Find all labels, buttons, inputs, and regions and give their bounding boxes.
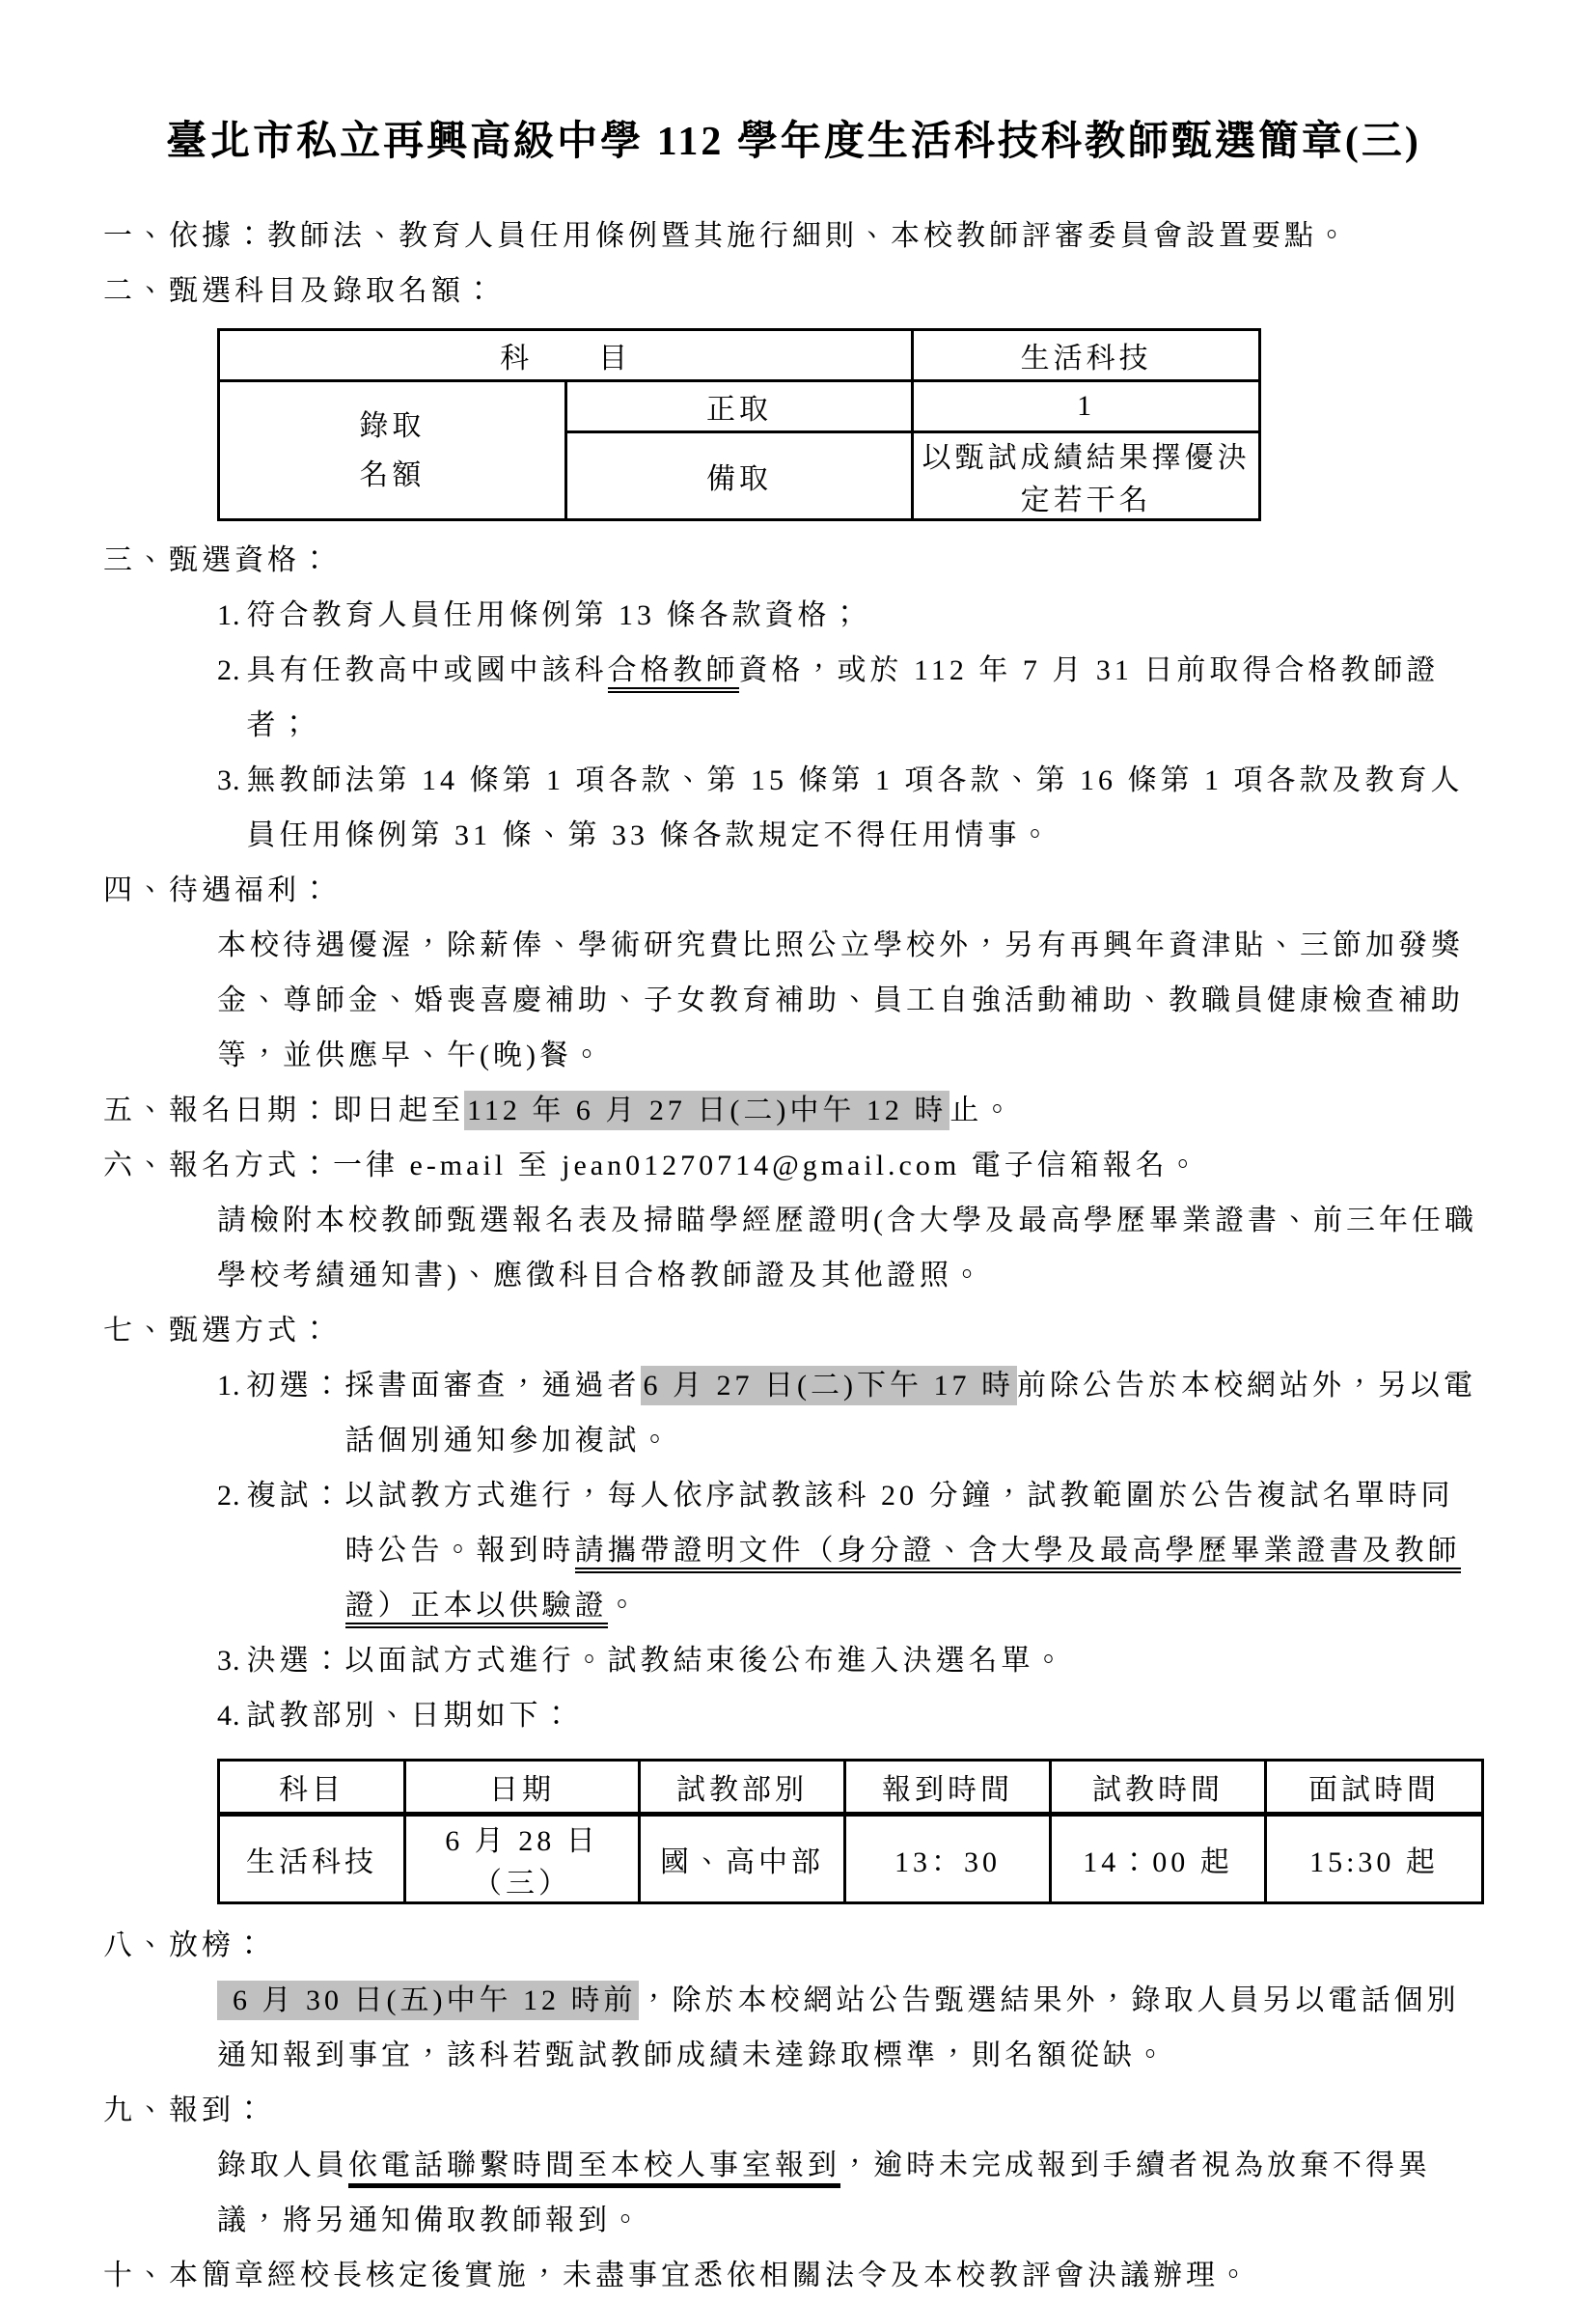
item-label: 初選：: [246, 1370, 345, 1401]
documents-underline: 請攜帶證明文件（身分證、含大學及最高學歷畢業證書及教師證）正本以供驗證: [345, 1535, 1461, 1628]
section-3-label: 三、甄選資格：: [103, 544, 333, 576]
table-data-row: [219, 1815, 1483, 1903]
item-text-post: 前除公告於本校網站外，另以電話個別通知參加複試。: [344, 1370, 1476, 1457]
item-number: 4.: [217, 1700, 241, 1732]
item-number: 2.: [217, 654, 241, 686]
section-10-final: 十、本簡章經校長核定後實施，未盡事宜悉依相關法令及本校教評會決議辦理。: [103, 2260, 1252, 2291]
subject-value-cell: 生活科技: [913, 330, 1260, 381]
cell-subject: 生活科技: [219, 1815, 405, 1903]
header-interview-time: 面試時間: [1266, 1761, 1483, 1815]
section-8-label: 八、放榜：: [103, 1929, 267, 1961]
exam-schedule-table: [217, 1759, 1484, 1904]
item-number: 1.: [217, 1370, 241, 1401]
quota-line-2: 名額: [359, 458, 426, 491]
item-label: 複試：: [246, 1480, 345, 1512]
report-post: ，逾時未完成報到手續者視為放棄不得異議，將另通知備取教師報到。: [217, 2150, 1431, 2236]
section-1-basis: 一、依據：教師法、教育人員任用條例暨其施行細則、本校教師評審委員會設置要點。: [103, 220, 1350, 252]
announcement-highlight: 6 月 30 日(五)中午 12 時前: [217, 1981, 639, 2020]
report-underline: 依電話聯繫時間至本校人事室報到: [348, 2150, 840, 2188]
item-text-post: 資格，或於 112 年 7 月 31 日前取得合格教師證者；: [246, 654, 1440, 741]
cell-teaching-time: 14：00 起: [1051, 1815, 1266, 1903]
item-text: [247, 643, 1485, 753]
item-text-post: 。: [607, 1590, 641, 1622]
waitlist-label-cell: 備取: [565, 432, 913, 520]
section-2-label: 二、甄選科目及錄取名額：: [103, 275, 497, 307]
cell-interview-time: 15:30 起: [1266, 1815, 1483, 1903]
item-text: [345, 1468, 1485, 1633]
qualification-item-1: [217, 588, 1484, 643]
selection-item-3: [217, 1633, 1484, 1688]
section-4-label: 四、待遇福利：: [103, 874, 333, 906]
item-text-pre: 以試教方式進行，每人依序試教該科 20 分鐘，試教範圍於公告複試名單時同時公告。報到時: [344, 1480, 1454, 1567]
cell-date: 6 月 28 日（三）: [405, 1815, 640, 1903]
header-subject: 科目: [219, 1761, 405, 1815]
report-pre: 錄取人員: [217, 2150, 348, 2181]
deadline-post: 止。: [949, 1095, 1016, 1126]
header-teaching-time: 試教時間: [1051, 1761, 1266, 1815]
qualified-teacher-underline: 合格教師: [608, 654, 739, 693]
item-number: 1.: [217, 599, 241, 631]
selection-item-4: [217, 1688, 1484, 1743]
item-label: 決選：: [246, 1645, 345, 1677]
regular-value-cell: 1: [913, 381, 1260, 432]
item-text: 無教師法第 14 條第 1 項各款、第 15 條第 1 項各款、第 16 條第 1 項各款及教育人員任用條例第 31 條、第 33 條各款規定不得任用情事。: [246, 764, 1464, 851]
item-text: [345, 1358, 1485, 1468]
item-text: 符合教育人員任用條例第 13 條各款資格；: [246, 599, 864, 631]
page-title: 臺北市私立再興高級中學 112 學年度生活科技科教師甄選簡章(三): [166, 120, 1421, 164]
section-9-label: 九、報到：: [103, 2095, 267, 2126]
qualification-item-2: [217, 643, 1484, 753]
quota-merged-cell: [219, 381, 566, 520]
table-header-row: [219, 1761, 1483, 1815]
announcement-post: ，除於本校網站公告甄選結果外，錄取人員另以電話個別通知報到事宜，該科若甄試教師成績未達錄取標準，則名額從缺。: [217, 1984, 1460, 2071]
header-date: 日期: [405, 1761, 640, 1815]
cell-division: 國、高中部: [640, 1815, 845, 1903]
item-number: 3.: [217, 1645, 241, 1677]
selection-item-1: [217, 1358, 1484, 1468]
table-row: [219, 381, 1260, 432]
item-number: 3.: [217, 764, 241, 796]
section-8-body: [217, 1973, 1484, 2083]
first-round-highlight: 6 月 27 日(二)下午 17 時: [641, 1366, 1017, 1405]
item-text: 以面試方式進行。試教結束後公布進入決選名單。: [344, 1645, 1067, 1677]
cell-checkin-time: 13：30: [845, 1815, 1051, 1903]
quota-line-1: 錄取: [359, 409, 426, 442]
item-number: 2.: [217, 1480, 241, 1512]
regular-label-cell: 正取: [565, 381, 913, 432]
section-9-body: [217, 2138, 1484, 2248]
deadline-pre: 五、報名日期：即日起至: [103, 1095, 464, 1126]
header-checkin-time: 報到時間: [845, 1761, 1051, 1815]
subject-header-cell: 科 目: [219, 330, 913, 381]
item-text-pre: 採書面審查，通過者: [344, 1370, 641, 1401]
section-6-body: 請檢附本校教師甄選報名表及掃瞄學經歷證明(含大學及最高學歷畢業證書、前三年任職學校考績通知書)、應徵科目合格教師證及其他證照。: [217, 1205, 1477, 1291]
section-4-body: 本校待遇優渥，除薪俸、學術研究費比照公立學校外，另有再興年資津貼、三節加發獎金、尊師金、婚喪喜慶補助、子女教育補助、員工自強活動補助、教職員健康檢查補助等，並供應早、午(晚)餐。: [217, 930, 1464, 1071]
table-row: [219, 330, 1260, 381]
qualification-item-3: [217, 753, 1484, 863]
section-6-method: 六、報名方式：一律 e-mail 至 jean01270714@gmail.com 電子信箱報名。: [103, 1150, 1201, 1181]
subject-quota-table: [217, 328, 1261, 521]
selection-item-2: [217, 1468, 1484, 1633]
section-7-label: 七、甄選方式：: [103, 1315, 333, 1346]
waitlist-value-cell: 以甄試成績結果擇優決定若干名: [913, 432, 1260, 520]
header-division: 試教部別: [640, 1761, 845, 1815]
deadline-highlight: 112 年 6 月 27 日(二)中午 12 時: [464, 1091, 949, 1130]
item-text-pre: 具有任教高中或國中該科: [246, 654, 608, 686]
item-text: 試教部別、日期如下：: [246, 1700, 575, 1732]
section-5-deadline: [103, 1083, 1484, 1138]
